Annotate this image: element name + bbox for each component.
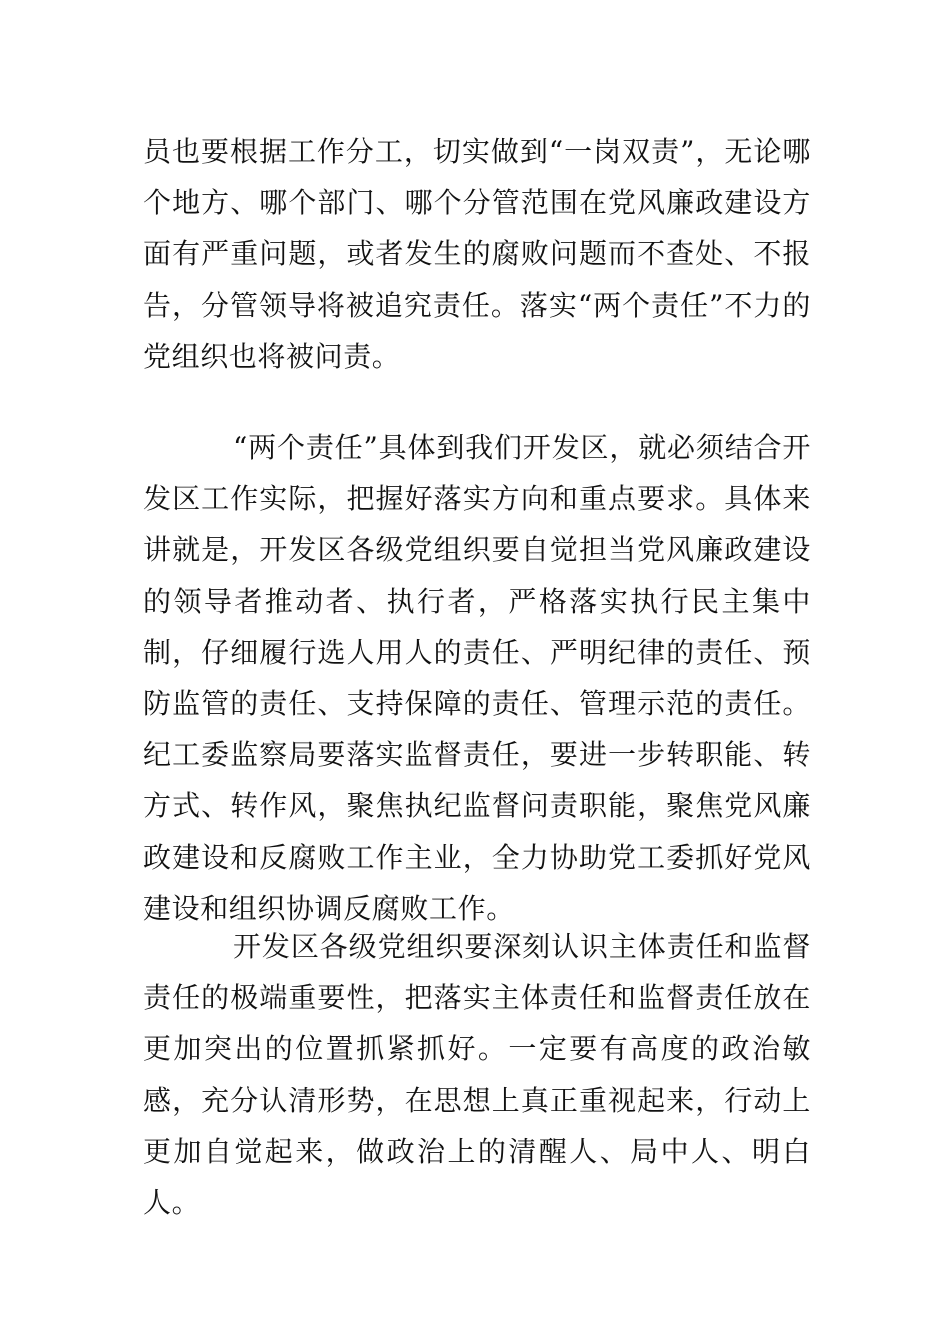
- paragraph-two-responsibilities: “两个责任”具体到我们开发区，就必须结合开发区工作实际，把握好落实方向和重点要求。具体来讲就是，开发区各级党组织要自觉担当党风廉政建设的领导者推动者、执行者，严格落实执行民主集中制，仔细履行选人用人的责任、严明纪律的责任、预防监管的责任、支持保障的责任、管理示范的责任。纪工委监察局要落实监督责任，要进一步转职能、转方式、转作风，聚焦执纪监督问责职能，聚焦党风廉政建设和反腐败工作主业，全力协助党工委抓好党风建设和组织协调反腐败工作。: [143, 431, 811, 925]
- paragraph-continuation: 员也要根据工作分工，切实做到“一岗双责”，无论哪个地方、哪个部门、哪个分管范围在党风廉政建设方面有严重问题，或者发生的腐败问题而不查处、不报告，分管领导将被追究责任。落实“两个责任”不力的党组织也将被问责。: [143, 135, 811, 373]
- paragraph-party-organizations: 开发区各级党组织要深刻认识主体责任和监督责任的极端重要性，把落实主体责任和监督责任放在更加突出的位置抓紧抓好。一定要有高度的政治敏感，充分认清形势，在思想上真正重视起来，行动上更加自觉起来，做政治上的清醒人、局中人、明白人。: [143, 930, 811, 1220]
